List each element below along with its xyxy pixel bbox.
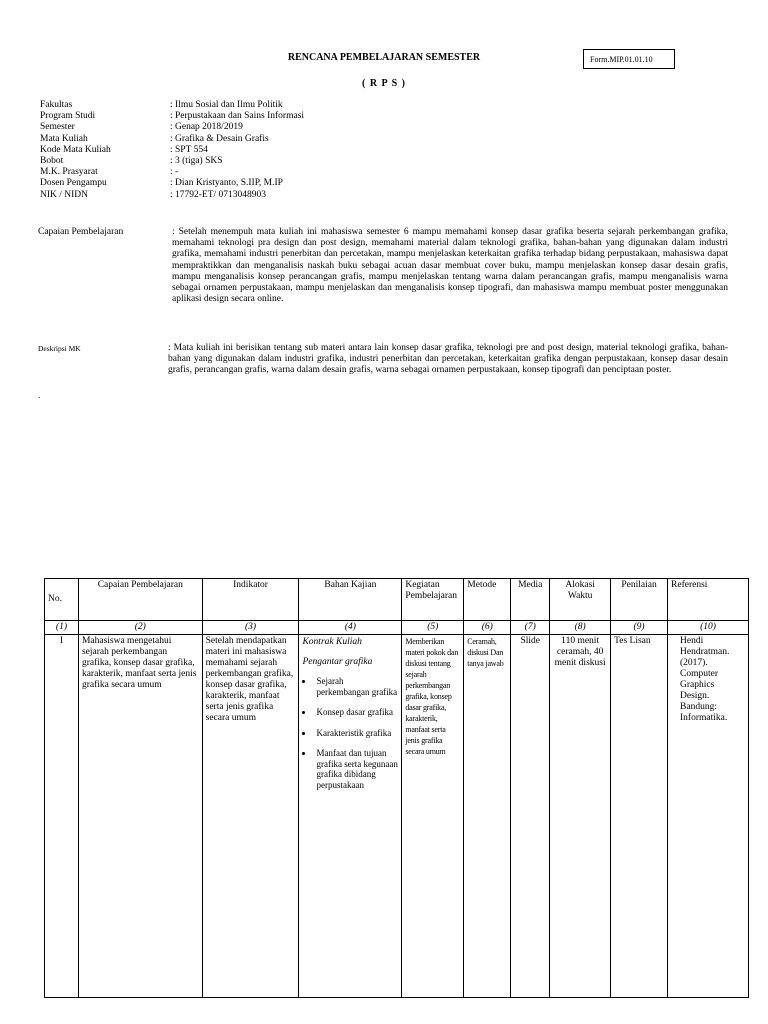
header-alokasi: Alokasi Waktu <box>550 579 611 621</box>
row-penilaian: Tes Lisan <box>611 635 668 998</box>
col-number: (9) <box>611 621 668 635</box>
info-value: : Ilmu Sosial dan Ilmu Politik <box>170 100 283 110</box>
info-value: : Perpustakaan dan Sains Informasi <box>170 111 305 122</box>
row-referensi: Hendi Hendratman. (2017). Computer Graphics Design. Bandung: Informatika. <box>668 635 749 998</box>
info-row-program-studi <box>40 111 304 122</box>
row-metode: Ceramah, diskusi Dan tanya jawab <box>464 635 511 998</box>
list-item: • Konsep dasar grafika <box>314 707 398 718</box>
info-row-bobot <box>40 156 304 167</box>
info-label: Dosen Pengampu <box>40 178 107 189</box>
header-media: Media <box>511 579 550 621</box>
info-label: NIK / NIDN <box>40 189 89 200</box>
header-capaian: Capaian Pembelajaran <box>78 579 202 621</box>
info-value: : - <box>170 167 179 178</box>
info-row-semester <box>40 122 304 133</box>
header-no: No. <box>45 579 79 621</box>
column-number-row <box>45 621 749 635</box>
stray-dot: . <box>38 390 41 400</box>
info-row-nik <box>40 190 304 201</box>
row-no: I <box>45 635 79 998</box>
deskripsi-label: Deskripsi MK <box>38 344 81 353</box>
header-metode: Metode <box>464 579 511 621</box>
info-value: : 17792-ET/ 0713048903 <box>170 189 267 200</box>
row-indikator: Setelah mendapatkan materi ini mahasiswa memahami sejarah perkembangan grafika, konsep dasar grafika, karakterik, manfaat serta jenis grafika secara umum <box>202 635 299 998</box>
document-title: RENCANA PEMBELAJARAN SEMESTER <box>287 52 481 63</box>
row-kegiatan: Memberikan materi pokok dan diskusi tentang sejarah perkembangan grafika, konsep dasar grafika, karakterik, manfaat serta jenis grafika secara umum <box>402 635 464 998</box>
col-number: (2) <box>78 621 202 635</box>
bahan-title-pengantar: Pengantar grafika <box>302 657 373 667</box>
row-bahan-kajian <box>299 635 402 998</box>
col-number: (1) <box>45 621 79 635</box>
info-row-mata-kuliah <box>40 134 304 145</box>
course-info <box>40 100 304 201</box>
info-label: Mata Kuliah <box>40 133 88 144</box>
info-row-prasyarat <box>40 167 304 178</box>
bahan-list <box>302 676 398 790</box>
info-value: : Genap 2018/2019 <box>170 122 243 133</box>
table-row <box>45 635 749 998</box>
bahan-title-kontrak: Kontrak Kuliah <box>302 637 362 647</box>
info-value: : SPT 554 <box>170 144 208 155</box>
col-number: (8) <box>550 621 611 635</box>
info-label: Bobot <box>40 156 64 167</box>
capaian-text: : Setelah menempuh mata kuliah ini mahasiswa semester 6 mampu memahami konsep dasar grafika beserta sejarah perkembangan grafika, memahami teknologi pra design dan post design, memahami material dalam teknologi grafika, bahan-bahan yang digunakan dalam industri grafika, memahami industri penerbitan dan percetakan, mampu menjelaskan keterkaitan grafika terhadap bidang perpustakaan, mahasiswa dapat mempraktikkan dan menganalisis naskah buku sebagai acuan dasar membuat cover buku, mampu menjelaskan konsep dasar desain grafis, mampu menganalisis konsep perancangan grafis, mampu menjelaskan tentang warna dalam perancangan grafis, mampu menganalisis warna sebagai ornamen perpustakaan, mampu menjelaskan dan menganalisis konsep tipografi, dan mahasiswa mampu membuat poster menggunakan aplikasi design secara online. <box>172 227 728 305</box>
info-label: Semester <box>40 122 75 133</box>
row-alokasi: 110 menit ceramah, 40 menit diskusi <box>550 635 611 998</box>
info-row-fakultas <box>40 100 304 111</box>
header-kegiatan: Kegiatan Pembelajaran <box>402 579 464 621</box>
col-number: (5) <box>402 621 464 635</box>
list-item: • Karakteristik grafika <box>314 728 398 739</box>
row-media: Slide <box>511 635 550 998</box>
info-row-dosen <box>40 178 304 189</box>
deskripsi-text: : Mata kuliah ini berisikan tentang sub materi antara lain konsep dasar grafika, teknologi pre and post design, material teknologi grafika, bahan-bahan yang digunakan dalam industri grafika, industri penerbitan dan percetakan, keterkaitan grafika dengan perpustakaan, konsep dasar desain grafis, perancangan grafis, warna dalam desain grafis, warna sebagai ornamen perpustakaan, konsep tipografi dan penciptaan poster. <box>168 343 728 376</box>
list-item: • Manfaat dan tujuan grafika serta kegunaan grafika dibidang perpustakaan <box>314 748 398 790</box>
row-capaian: Mahasiswa mengetahui sejarah perkembangan grafika, konsep dasar grafika, karakterik, manfaat serta jenis grafika secara umum <box>78 635 202 998</box>
header-referensi: Referensi <box>668 579 749 621</box>
info-value: : Dian Kristyanto, S.IIP, M.IP <box>170 178 283 189</box>
col-number: (6) <box>464 621 511 635</box>
rps-table <box>44 578 749 998</box>
col-number: (7) <box>511 621 550 635</box>
info-row-kode <box>40 145 304 156</box>
table-header-row <box>45 579 749 621</box>
info-label: Kode Mata Kuliah <box>40 144 111 155</box>
info-value: : 3 (tiga) SKS <box>170 156 223 167</box>
col-number: (3) <box>202 621 299 635</box>
info-label: Program Studi <box>40 111 96 122</box>
header-penilaian: Penilaian <box>611 579 668 621</box>
document-subtitle: ( R P S ) <box>362 78 406 89</box>
info-label: M.K. Prasyarat <box>40 167 98 178</box>
info-value: : Grafika & Desain Grafis <box>170 133 269 144</box>
col-number: (4) <box>299 621 402 635</box>
info-label: Fakultas <box>40 100 73 110</box>
list-item: • Sejarah perkembangan grafika <box>314 676 398 697</box>
col-number: (10) <box>668 621 749 635</box>
form-code-box: Form.MIP.01.01.10 <box>583 49 675 69</box>
capaian-label: Capaian Pembelajaran <box>38 227 124 237</box>
header-bahan: Bahan Kajian <box>299 579 402 621</box>
header-indikator: Indikator <box>202 579 299 621</box>
